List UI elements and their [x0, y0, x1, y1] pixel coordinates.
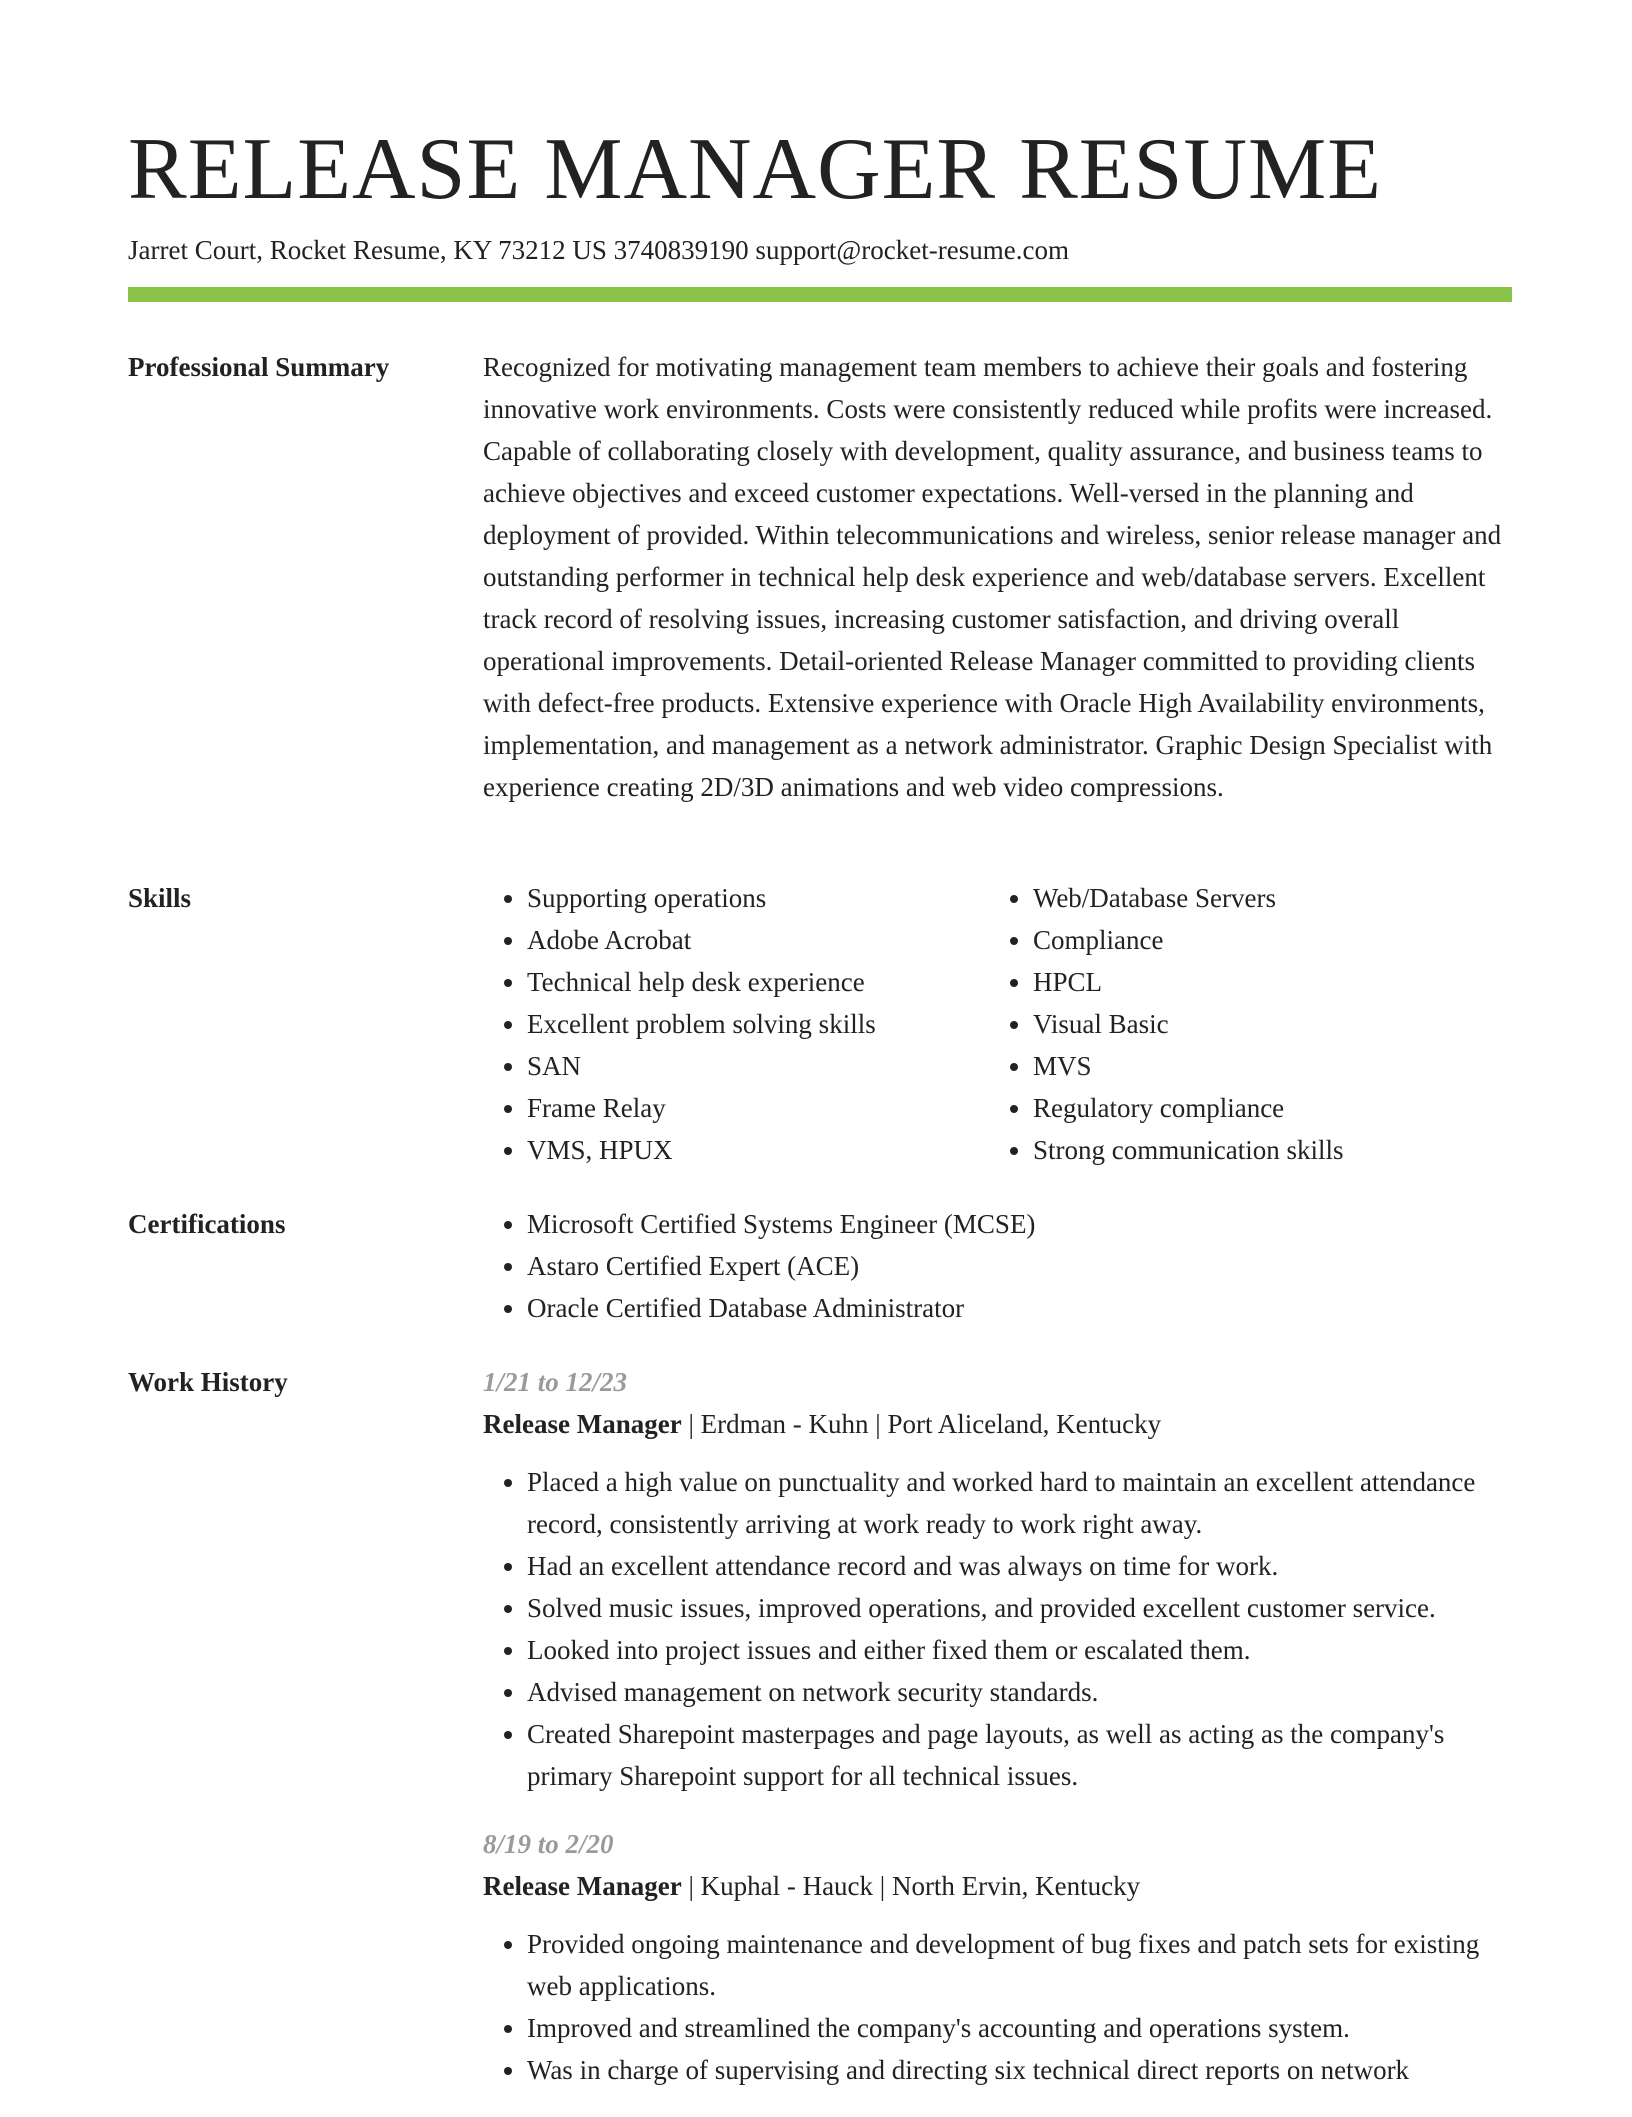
job-bullet: • Provided ongoing maintenance and development of bug fixes and patch sets for existing web applications. — [527, 1923, 1512, 2007]
skill-item: • Visual Basic — [1033, 1003, 1495, 1045]
job-header — [483, 1865, 1512, 1907]
job-title: Release Manager — [483, 1409, 682, 1439]
summary-heading: Professional Summary — [128, 352, 390, 382]
job-details: | Erdman - Kuhn | Port Aliceland, Kentucky — [681, 1409, 1162, 1439]
skills-column-right — [989, 877, 1495, 1171]
skills-heading: Skills — [128, 883, 192, 913]
certification-item: • Oracle Certified Database Administrator — [527, 1287, 1512, 1329]
skill-item: • Adobe Acrobat — [527, 919, 989, 961]
certification-item: • Astaro Certified Expert (ACE) — [527, 1245, 1512, 1287]
skill-item: • Frame Relay — [527, 1087, 989, 1129]
job-entry — [483, 1823, 1512, 2091]
skill-item: • Strong communication skills — [1033, 1129, 1495, 1171]
job-entry — [483, 1361, 1512, 1797]
job-bullet: • Was in charge of supervising and directing six technical direct reports on network — [527, 2049, 1512, 2091]
work-history-list — [483, 1361, 1512, 2117]
summary-body — [483, 346, 1512, 808]
job-bullet: • Had an excellent attendance record and was always on time for work. — [527, 1545, 1512, 1587]
job-details: | Kuphal - Hauck | North Ervin, Kentucky — [681, 1871, 1141, 1901]
summary-text: Recognized for motivating management team members to achieve their goals and fostering innovative work environments. Costs were consistently reduced while profits were increased. Capable of collaborating closely with development, quality assurance, and business teams to achieve objectives and exceed customer expectations. Well-versed in the planning and deployment of provided. Within telecommunications and wireless, senior release manager and outstanding performer in technical help desk experience and web/database servers. Excellent track record of resolving issues, increasing customer satisfaction, and driving overall operational improvements. Detail-oriented Release Manager committed to providing clients with defect-free products. Extensive experience with Oracle High Availability environments, implementation, and management as a network administrator. Graphic Design Specialist with experience creating 2D/3D animations and web video compressions. — [483, 352, 1502, 802]
job-bullet: • Improved and streamlined the company's accounting and operations system. — [527, 2007, 1512, 2049]
skill-item: • MVS — [1033, 1045, 1495, 1087]
skills-list — [483, 877, 1512, 1171]
job-title: Release Manager — [483, 1871, 682, 1901]
job-dates: 8/19 to 2/20 — [483, 1829, 614, 1859]
job-bullet: • Created Sharepoint masterpages and page layouts, as well as acting as the company's primary Sharepoint support for all technical issues. — [527, 1713, 1512, 1797]
skill-item: • Supporting operations — [527, 877, 989, 919]
skill-item: • SAN — [527, 1045, 989, 1087]
contact-line: Jarret Court, Rocket Resume, KY 73212 US 3740839190 support@rocket-resume.com — [128, 235, 1069, 265]
skill-item: • Regulatory compliance — [1033, 1087, 1495, 1129]
work-history-heading: Work History — [128, 1367, 288, 1397]
skill-item: • HPCL — [1033, 961, 1495, 1003]
job-dates: 1/21 to 12/23 — [483, 1367, 628, 1397]
skill-item: • Compliance — [1033, 919, 1495, 961]
job-bullet: • Solved music issues, improved operations, and provided excellent customer service. — [527, 1587, 1512, 1629]
certifications-heading: Certifications — [128, 1209, 286, 1239]
job-header — [483, 1403, 1512, 1445]
skills-column-left — [483, 877, 989, 1171]
job-bullet: • Looked into project issues and either fixed them or escalated them. — [527, 1629, 1512, 1671]
certifications-list — [483, 1203, 1512, 1329]
job-bullet: • Advised management on network security standards. — [527, 1671, 1512, 1713]
skill-item: • VMS, HPUX — [527, 1129, 989, 1171]
page-title: RELEASE MANAGER RESUME — [128, 121, 1383, 218]
skill-item: • Web/Database Servers — [1033, 877, 1495, 919]
skill-item: • Excellent problem solving skills — [527, 1003, 989, 1045]
job-bullet: • Placed a high value on punctuality and worked hard to maintain an excellent attendance record, consistently arriving at work ready to work right away. — [527, 1461, 1512, 1545]
header-divider — [128, 287, 1512, 302]
certification-item: • Microsoft Certified Systems Engineer (MCSE) — [527, 1203, 1512, 1245]
skill-item: • Technical help desk experience — [527, 961, 989, 1003]
